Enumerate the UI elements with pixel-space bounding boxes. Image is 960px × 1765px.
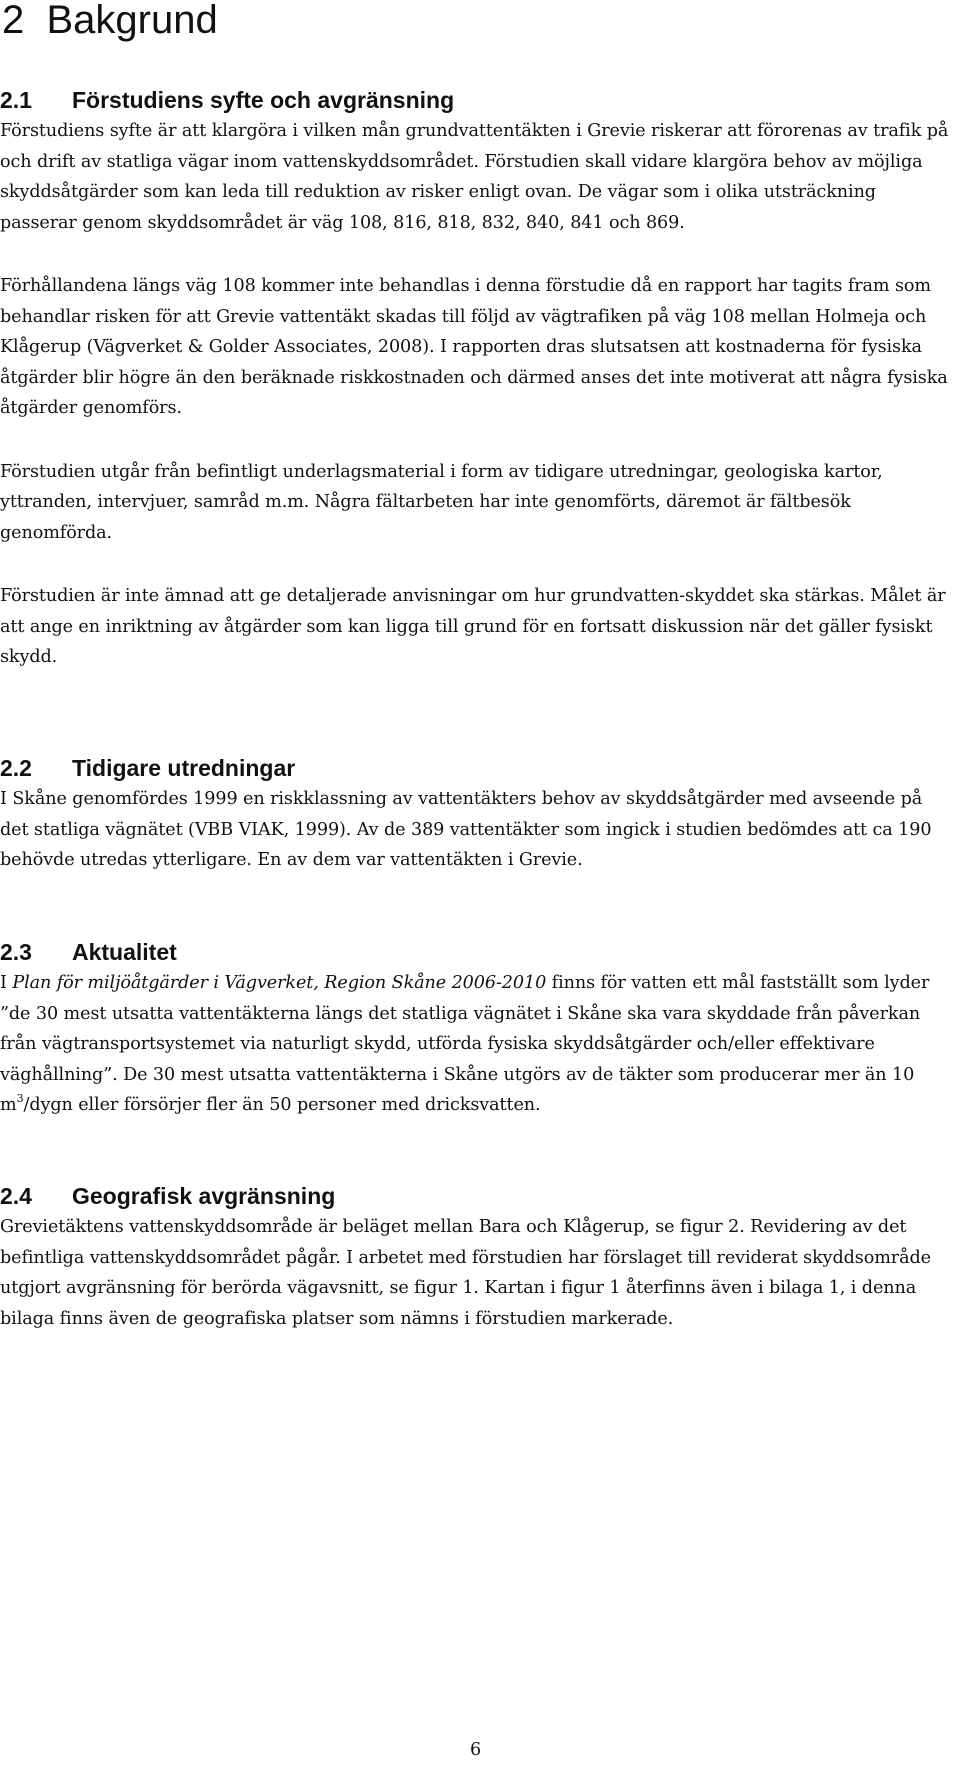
unit-exponent: 3 xyxy=(16,1092,24,1105)
section-heading xyxy=(0,937,955,968)
chapter-heading xyxy=(2,0,218,44)
section-title: Tidigare utredningar xyxy=(72,755,296,781)
paragraph-lead: I xyxy=(0,973,13,993)
section-number: 2.3 xyxy=(0,939,32,965)
section-number: 2.2 xyxy=(0,755,32,781)
section-title: Förstudiens syfte och avgränsning xyxy=(72,87,455,113)
paragraph: I Skåne genomfördes 1999 en riskklassning av vattentäkters behov av skyddsåtgärder med avseende på det statliga vägnätet (VBB VIAK, 1999). Av de 389 vattentäkter som ingick i studien bedömdes att ca 190 behövde utredas ytterligare. En av dem var vattentäkten i Grevie. xyxy=(0,789,932,870)
section-2-1 xyxy=(0,85,955,673)
paragraph-text: /dygn eller försörjer fler än 50 personer med dricksvatten. xyxy=(23,1095,541,1115)
paragraph-text: finns för vatten ett mål fastställt som lyder ”de 30 mest utsatta vattentäkterna längs det statliga vägnätet i Skåne ska vara skyddade från påverkan från vägtransportsystemet via naturligt skydd, utförda fysiska skyddsåtgärder och/eller effektivare väghållning”. De 30 mest utsatta vattentäkterna i Skåne utgörs av de täkter som producerar mer än 10 m xyxy=(0,973,930,1115)
section-heading xyxy=(0,753,955,784)
chapter-title: Bakgrund xyxy=(46,0,218,42)
section-heading xyxy=(0,85,955,116)
section-number: 2.1 xyxy=(0,87,32,113)
paragraph xyxy=(0,968,955,1121)
section-2-2 xyxy=(0,753,955,876)
paragraph: Förstudiens syfte är att klargöra i vilken mån grundvattentäkten i Grevie riskerar att förorenas av trafik på och drift av statliga vägar inom vattenskyddsområdet. Förstudien skall vidare klargöra behov av möjliga skyddsåtgärder som kan leda till reduktion av risker enligt ovan. De vägar som i olika utsträckning passerar genom skyddsområdet är väg 108, 816, 818, 832, 840, 841 och 869. xyxy=(0,121,949,233)
paragraph: Förhållandena längs väg 108 kommer inte behandlas i denna förstudie då en rapport har tagits fram som behandlar risken för att Grevie vattentäkt skadas till följd av vägtrafiken på väg 108 mellan Holmeja och Klågerup (Vägverket & Golder Associates, 2008). I rapporten dras slutsatsen att kostnaderna för fysiska åtgärder blir högre än den beräknade riskkostnaden och därmed anses det inte motiverat att några fysiska åtgärder genomförs. xyxy=(0,276,948,418)
section-2-4 xyxy=(0,1181,955,1334)
page-number: 6 xyxy=(470,1740,482,1760)
plan-title: Plan för miljöåtgärder i Vägverket, Region Skåne 2006-2010 xyxy=(12,973,547,993)
section-2-3 xyxy=(0,937,955,1121)
section-heading xyxy=(0,1181,955,1212)
paragraph: Förstudien är inte ämnad att ge detaljerade anvisningar om hur grundvatten-skyddet ska stärkas. Målet är att ange en inriktning av åtgärder som kan ligga till grund för en fortsatt diskussion när det gäller fysiskt skydd. xyxy=(0,586,946,667)
section-title: Aktualitet xyxy=(72,939,177,965)
paragraph: Grevietäktens vattenskyddsområde är beläget mellan Bara och Klågerup, se figur 2. Revidering av det befintliga vattenskyddsområdet pågår. I arbetet med förstudien har förslaget till reviderat skyddsområde utgjort avgränsning för berörda vägavsnitt, se figur 1. Kartan i figur 1 återfinns även i bilaga 1, i denna bilaga finns även de geografiska platser som nämns i förstudien markerade. xyxy=(0,1217,931,1329)
chapter-number: 2 xyxy=(2,0,25,42)
section-title: Geografisk avgränsning xyxy=(72,1183,336,1209)
paragraph: Förstudien utgår från befintligt underlagsmaterial i form av tidigare utredningar, geologiska kartor, yttranden, intervjuer, samråd m.m. Några fältarbeten har inte genomförts, däremot är fältbesök genomförda. xyxy=(0,461,883,543)
section-number: 2.4 xyxy=(0,1183,32,1209)
